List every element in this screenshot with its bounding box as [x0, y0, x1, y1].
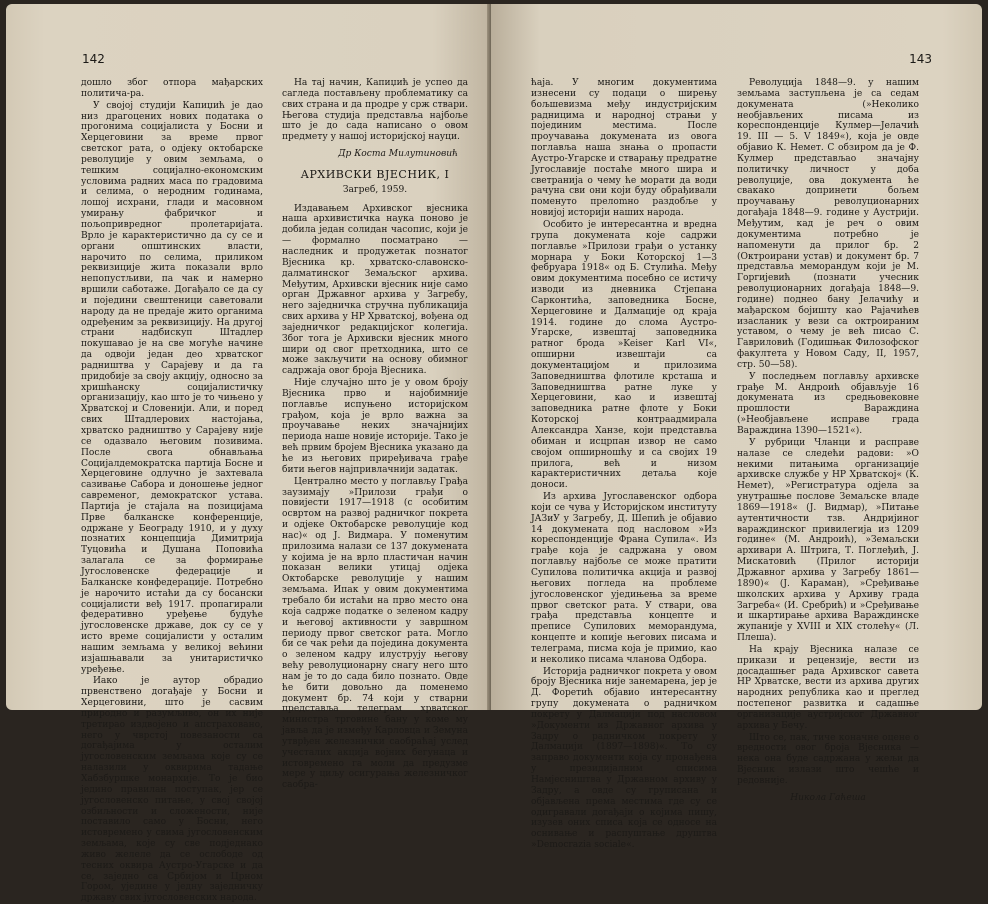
left-page — [6, 4, 491, 904]
paragraph: У својој студији Капиџић је дао низ драгоцених нових података о прогонима социјалиста у Босни и Херцеговини за време првог светског рата, о одјеку октобарске револуције у овим земљама, о тешким социјално-економским условима радних маса по градовима и селима, о неродним годинама, лошој исхрани, глади и масовном умирању фабричког и пољопривредног пролетаријата. Врло је карактеристично да су се и органи општинских власти, нарочито по селима, приликом реквизиције жита показали врло непопустљиви, па чак и намерно вршили саботаже. Догађало се да су и поједини свештеници саветовали народу да не предаје жито органима одређеним за реквизицију. На другој страни надбискуп Штадлер покушавао је на све могуће начине да одвоји један део хрватског радништва у Сарајеву и да га придобије за своју акцију, односно за хришћанску социјалистичку организацију, као што је то чињено у Хрватској и Словенији. Али, и поред свих Штадлерових настојања, хрватско радништво у Сарајеву није се одазвало његовим позивима. После свога обнављања Социјалдемократска партија Босне и Херцеговине одлучно је захтевала сазивање Сабора и доношење једног савременог, демократског устава. Партија је стајала на позицијама Прве балканске конференције, одржане у Београду 1910, и у духу познатих концепција Димитрија Туцовића и Душана Поповића залагала се за формирање Југословенске федерације и Балканске конфедерације. Потребно је нарочито истаћи да су босански социјалисти веђ 1917. пропагирали федеративно уређење будуће југословенске државе, док су се у исто време социјалисти у осталим нашим земљама у великој већини изјашњавали за унитаристичко уређење. — [81, 100, 263, 675]
paragraph: На крају Вјесника налазе се прикази и рецензије, вести из досадашњег рада Архивског савета НР Хрватске, вести из архива других народних република као и преглед постепеног развитка и садашње организације аустријског Државног архива у Бечу. — [737, 644, 919, 731]
paragraph: У рубрици Чланци и расправе налазе се следећи радови: »О некими питањима организације архивске службе у НР Хрватској« (К. Немет), »Регистратура одјела за унутрашње послове Земаљске владе 1869—1918« (Ј. Видмар), »Питање аутентичности тзв. Андријиног вараждинског привилегија из 1209 године« (М. Андроић), »Земаљски архивари А. Штрига, Т. Поглеђић, Ј. Мискатовић (Прилог историји Државног архива у Загребу 1861—1890)« (Ј. Караман), »Сређивање школских архива у Архиву града Загреба« (И. Сребрић) и »Сређивање и шкартирање архива Вараждинске жупаније у XVIII и XIX столећу« (Л. Плеша). — [737, 437, 919, 644]
right-column-1 — [531, 78, 717, 851]
paragraph: Централно место у поглављу Грађа заузимају »Прилози грађи о повијести 1917—1918 (с особитим освртом на развој радничког покрета и одјеке Октобарске револуције код нас)« од Ј. Видмара. У поменутим прилозима налази се 137 докумената у којима је на врло пластичан начин показан велики утицај одјека Октобарске револуције у нашим земљама. Ипак у овим документима требало би истаћи на прво место она која садрже податке о зеленом кадру и његовој активности у завршном периоду првог светског рата. Могло би се чак рећи да поједина документа о зеленом кадру илуструју његову већу револуционарну снагу него што нам је то до сада било познато. Овде ће бити довољно да поменемо документ бр. 74 који у стварни представља телеграм хрватског министра трговине бану у коме му јавља да је између Карловца и Земуна утврђен железнички саобраћај услед учесталих акција војних бегунаца и истовремено га моли да предузме мере у циљу осигурања железничког саобра- — [282, 476, 468, 791]
review-signature: Др Коста Милутиновић — [338, 149, 458, 160]
paragraph: Није случајно што је у овом броју Вјесника прво и најобимније поглавље испуњено историјском грађом, која је врло важна за проучавање неких значајнијих периода наше новије историје. Тако је већ првим бројем Вјесника указано да ће из његових приређивача грађе бити његов најпривлачнији задатак. — [282, 378, 468, 475]
paragraph: дошло због отпора мађарских политича-ра. — [81, 78, 263, 99]
paragraph: Револуција 1848—9. у нашим земљама заступљена је са седам докумената (»Неколико необјављених писама из кореспонденције Кулмер—Јелачић 19. III — 5. V 1849«), која је овде објавио К. Немет. С обзиром да је Ф. Кулмер представљао значајну политичку личност у доба револуције, ова документа ће свакако допринети бољем проучавању револуционарних догађаја 1848—9. године у Аустрији. Међутим, кад је реч о овим документима потребно је напоменути да прилог бр. 2 (Октроирани устав) и документ бр. 7 представља меморандум који је М. Горгијевић (познати учесник револуционарних догађаја 1848—9. године) поднео бану Јелачићу и мађарском бојишту као Рајачићев изасланик у вези са октроираним уставом, о чему је већ писао С. Гавриловић (Годишњак Филозофског факултета у Новом Саду, II, 1957, стр. 50—58). — [737, 78, 919, 370]
paragraph: Особито је интересантна и вредна група докумената које садржи поглавље »Прилози грађи о устанку морнара у Боки Которској 1—3 фебруара 1918« од Б. Стулића. Међу овим документима посебно се истичу изводи из дневника Стјепана Сарконтића, заповедника Босне, Херцеговине и Далмације од краја 1914. године до слома Аустро-Угарске, извештај заповедника ратног брода »Keiser Karl VI«, опширни извештаји са документацијом и прилозима Заповедништва флотиле крсташа и Заповедништва ратне луке у Херцеговини, као и извештај заповедника ратне флоте у Боки Которској контраадмирала Александра Ханзе, који представља обиман и исцрпан извор не само својом опширношћу и са својих 19 прилога, већ и низом карактеристичних детаља које доноси. — [531, 219, 717, 491]
section-title: АРХИВСКИ ВЈЕСНИК, I — [300, 167, 450, 181]
paragraph: ћаја. У многим документима изнесени су подаци о ширењу бољшевизма међу индустријским радницима и народној страњи у појединим местима. После проучавања докумената из овога поглавља наша знања о пропасти Аустро-Угарске и стварању предратне Југославије постаће много шира и светранија о чему ће морати да води рачуна сви они који буду обрађивали поменуто прелomно раздобље у новијој историји наших народа. — [531, 78, 717, 219]
page-number-right: 143 — [909, 52, 932, 66]
paragraph: Историја радничког покрета у овом броју Вјесника није занемарена, јер је Д. Форетић објавио интересантну групу докумената о радничком покрету у Далмацији под насловом »Документи из Државног архива у Задру о радничком покрету у Далмацији (1897—1898)«. То су заправо документи која су пронађена у президијалним списима Намјесништва у Државном архиву у Задру, а овде су груписана и објављена према местима где су се одигравали догађаји о којима пишу, изузев оних списа која се односе на оснивање и распуштање друштва »Democrazia sociale«. — [531, 666, 717, 851]
paragraph: Иако је аутор обрадио првенствено догађаје у Босни и Херцеговини, што је сасвим природно и разумљиво, он их није третирао издвојено и апстраховано, него у чврстој повезаности са догађајима у осталим југословенским земљама које су се налазили у оквирима тадање Хабзбуршке монархије. То је био једино правилан поступак, јер се југословенско питање, у свој својој озбиљности и сложености, није поставило само у Босни, него истовремено у свима југословенским земљама, које су све подједнако живо желеле да се ослободе од тесних оквира Аустро-Угарске и да се, заједно са Србијом и Црном Гором, уједине у једну заједничку државу свих југословенских народа. — [81, 676, 263, 904]
review-signature: Никола Гаћеша — [790, 792, 866, 803]
left-column-1 — [81, 78, 263, 904]
right-column-2 — [737, 78, 919, 803]
paragraph: У последњем поглављу архивске грађе М. Андроић објављује 16 докумената из средњовековне прошлости Вараждина (»Необјављене исправе града Вараждина 1390—1521«). — [737, 371, 919, 436]
paragraph: Што се, пак, тиче коначне оцене о вредности овог броја Вјесника — нека она буде садржана у жељи да Вјесник излази што чешће и редовније. — [737, 732, 919, 786]
right-page — [491, 4, 982, 851]
paragraph: На тај начин, Капиџић је успео да сагледа постављену проблематику са свих страна и да продре у срж ствари. Његова студија представља најбоље што је до сада написано о овом предмету у нашој историјској науци. — [282, 78, 468, 143]
section-place-date: Загреб, 1959. — [342, 184, 408, 195]
paragraph: Издавањем Архивског вјесника наша архивистичка наука поново је добила један солидан часопис, који је — формално посматрано — наследник и продужетак познатог Вјесника кр. хрватско-славонско-далматинског Земаљског архива. Међутим, Архивски вјесник није само орган Државног архива у Загребу, него заједничка стручна публикација свих архива у НР Хрватској, вођена од заједничког редакцијског колегија. Због тога је Архивски вјесник много шири од свог претходника, што се може закључити на основу обимног садржаја овог броја Вјесника. — [282, 203, 468, 377]
paragraph: Из архива Југославенског одбора који се чува у Историјском институту ЈАЗиУ у Загребу, Д. Шепић је објавио 14 докумената под насловом »Из кореспонденције Франа Супила«. Из грађе која је садржана у овом поглављу најбоље се може пратити Супилова политичка акција и развој његових погледа на проблеме југословенског уједињења за време првог светског рата. У ствари, ова грађа представља концепте и преписе Супилових меморандума, концепте и копије његових писама и телеграма, писма која је примио, као и неколико писама чланова Одбора. — [531, 492, 717, 665]
left-column-2 — [282, 78, 468, 791]
page-number-left: 142 — [82, 52, 105, 66]
